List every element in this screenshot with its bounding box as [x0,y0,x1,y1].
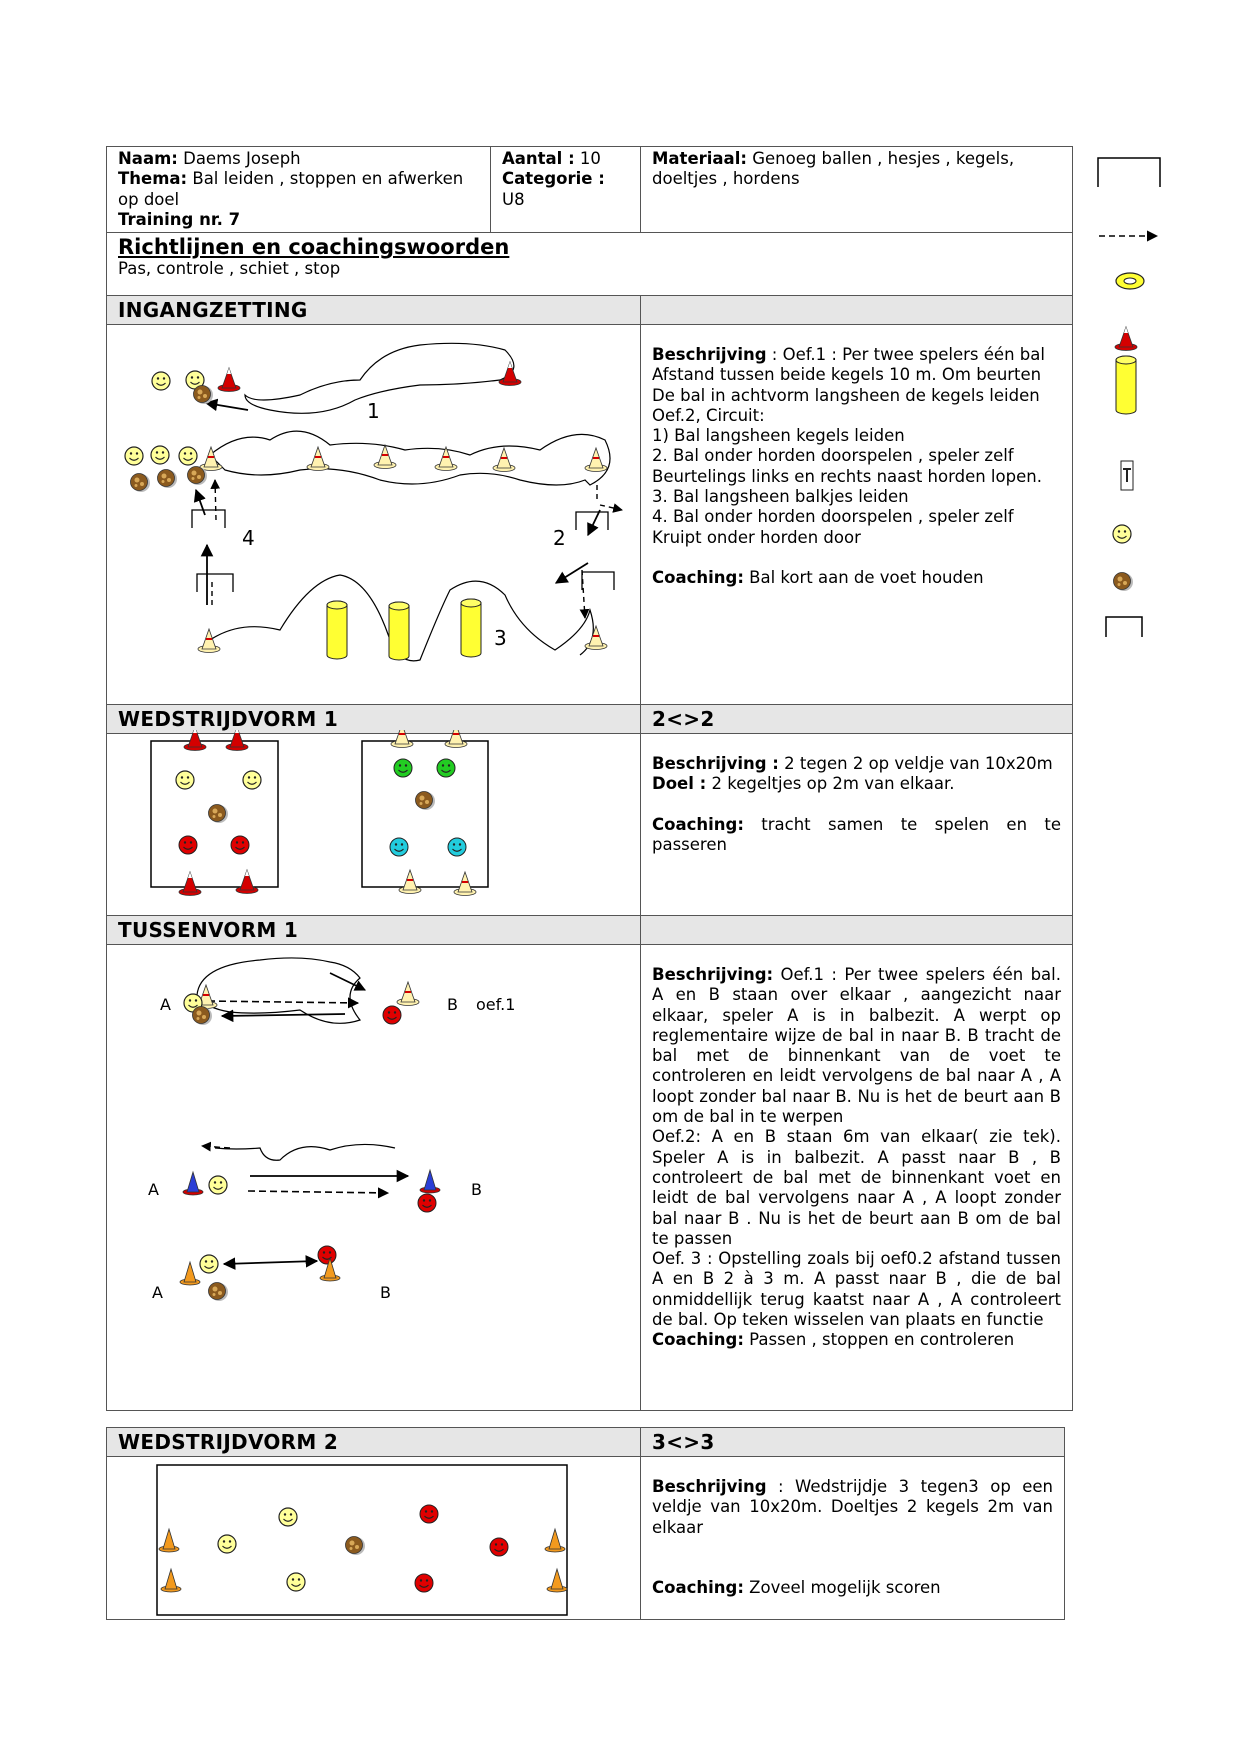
header-table [106,146,1073,299]
player-b-label: B [447,995,458,1014]
player-icon [490,1538,508,1556]
header-aantal-cell: Aantal : 10 Categorie : U8 [491,147,641,233]
player-icon [125,447,143,465]
ball-icon [1114,573,1134,592]
guidelines-text: Pas, controle , schiet , stop [118,259,341,279]
guidelines-title: Richtlijnen en coachingswoorden [118,235,510,260]
player-b-label: B [380,1283,391,1302]
pylon-icon [1121,461,1133,490]
ball-icon [209,1283,229,1302]
naam-value: Daems Joseph [177,149,301,168]
thema-value: Bal leiden , stoppen en afwerken op doel [118,169,464,209]
guidelines-cell [107,233,1073,299]
cone-icon [454,872,476,896]
ball-icon [131,474,151,493]
player-icon [176,771,194,789]
arrow [330,973,365,990]
pole-icon [1116,356,1136,414]
cone-icon [218,368,240,392]
cone-icon [180,1262,200,1285]
wedstrijdvorm1-title: WEDSTRIJDVORM 1 [107,705,641,734]
cone-icon [397,982,419,1006]
route-label: 4 [242,526,255,550]
circuit-path [210,431,610,485]
cone-icon [420,1170,440,1193]
exercise-label: oef.1 [476,995,516,1014]
player-icon [1113,525,1131,543]
ingangzetting-desc: Beschrijving : Oef.1 : Per twee spelers één bal Afstand tussen beide kegels 10 m. Om beurten De bal in achtvorm langsheen de kegels leiden Oef.2, Circuit: 1) Bal langsheen kegels leiden 2. Bal onder horden doorspelen , speler zelf Beurtelings links en rechts naast horden lopen. 3. Bal langsheen balkjes leiden 4. Bal onder horden doorspelen , speler zelf Kruipt onder horden door Coaching: Bal kort aan de voet houden [652,345,1045,588]
header-materiaal-cell: Materiaal: Genoeg ballen , hesjes , kegels, doeltjes , hordens [641,147,1073,233]
route-path [215,1144,395,1160]
header-name-cell: Naam: Daems Joseph Thema: Bal leiden , stoppen en afwerken op doel Training nr. 7 [107,147,491,233]
cone-icon [374,445,396,469]
player-icon [218,1535,236,1553]
cone-icon [183,1172,203,1195]
cone-icon [585,626,607,650]
arrow [600,505,622,510]
arrow [222,1014,345,1016]
tussenvorm1-desc: Beschrijving: Oef.1 : Per twee spelers één bal. A en B staan over elkaar , aangezicht naar elkaar, speler A is in balbezit. A werpt op reglementaire wijze de bal in naar B. B tracht de bal met de binnenkant van de voet te controleren en leidt vervolgens de bal naar A , A loopt zonder bal naar B. Nu is het de beurt aan B om de bal in te werpen Oef.2: A en B staan 6m van elkaar( zie tek). Speler A is in balbezit. A passt naar B , B controleert de bal met de binnenkant voet en leidt de bal vervolgens naar A , A loopt zonder bal naar B . Nu is het de beurt aan B om de bal te passen Oef. 3 : Opstelling zoals bij oef0.2 afstand tussen A en B 2 à 3 m. A passt naar B , die de bal onmiddellijk terug kaatst naar A , A controleert de bal. Op teken wisselen van plaats en functie Coaching: Passen , stoppen en controleren [652,965,1061,1350]
training-number: Training nr. 7 [118,209,241,229]
hurdle-icon [582,572,614,590]
player-icon [390,838,408,856]
player-b-label: B [471,1180,482,1199]
player-icon [151,446,169,464]
cone-icon [391,730,413,748]
arrow [588,510,600,535]
player-icon [200,1255,218,1273]
arrow [248,1191,388,1193]
route-label: 3 [494,626,507,650]
player-icon [179,447,197,465]
ball-icon [193,1007,213,1026]
player-icon [318,1246,336,1264]
goal-icon [1098,158,1160,187]
player-a-label: A [152,1283,163,1302]
ball-icon [416,792,436,811]
route-label: 1 [367,399,380,423]
ball-icon [209,805,229,824]
player-icon [418,1194,436,1212]
player-icon [287,1573,305,1591]
arrow [206,403,248,410]
player-icon [231,836,249,854]
hurdle-icon [1106,617,1142,637]
ingangzetting-diagram [107,322,639,700]
cone-icon [445,730,467,748]
legend [1080,140,1170,660]
player-icon [209,1176,227,1194]
tussenvorm1-diagram [107,938,639,1403]
pole-icon [389,602,409,660]
player-icon [383,1006,401,1024]
player-a-label: A [148,1180,159,1199]
ring-icon [1116,273,1144,289]
player-a-label: A [160,995,171,1014]
wedstrijdvorm2-desc-cell [641,1457,1065,1620]
cone-icon [200,447,222,471]
cone-icon [585,448,607,472]
pole-icon [461,599,481,657]
wedstrijdvorm2-right-title: 3<>3 [641,1428,1065,1457]
arrow [224,1261,317,1264]
player-icon [448,838,466,856]
player-icon [243,771,261,789]
wedstrijdvorm1-desc-cell [641,734,1073,916]
tussenvorm1-desc-cell [641,945,1073,1411]
wedstrijdvorm1-diagram [107,730,639,910]
ball-icon [158,470,178,489]
cone-icon [547,1569,567,1592]
route-label: 2 [553,526,566,550]
tussenvorm1-right-title [641,916,1073,945]
categorie-value: U8 [502,189,525,209]
cone-icon [499,362,521,386]
ball-icon [346,1537,366,1556]
cone-icon [493,448,515,472]
player-icon [437,759,455,777]
cone-icon [161,1569,181,1592]
arrow [202,1146,230,1148]
cone-icon [1115,327,1137,351]
ingangzetting-title: INGANGZETTING [107,296,641,325]
wedstrijdvorm2-diagram [107,1456,639,1618]
cone-icon [545,1529,565,1552]
field-right [362,741,488,887]
materiaal-value: Genoeg ballen , hesjes , kegels, doeltjes , hordens [652,149,1015,189]
player-icon [152,372,170,390]
arrow [196,490,205,515]
ingangzetting-desc-cell [641,325,1073,705]
hurdle-icon [197,574,233,592]
pole-icon [327,601,347,659]
wedstrijdvorm1-desc: Beschrijving : 2 tegen 2 op veldje van 10x20m Doel : 2 kegeltjes op 2m van elkaar. Coaching: tracht samen te spelen en te passeren [652,754,1061,855]
wedstrijdvorm2-title: WEDSTRIJDVORM 2 [107,1428,641,1457]
cone-icon [236,870,258,894]
player-icon [179,836,197,854]
wedstrijdvorm1-right-title: 2<>2 [641,705,1073,734]
player-icon [279,1508,297,1526]
player-icon [415,1574,433,1592]
cone-icon [399,870,421,894]
hurdle-icon [192,510,225,528]
ingangzetting-right-title [641,296,1073,325]
tussenvorm1-title: TUSSENVORM 1 [107,916,641,945]
cone-icon [159,1529,179,1552]
arrow [215,480,216,520]
player-icon [420,1505,438,1523]
wedstrijdvorm2-desc: Beschrijving : Wedstrijdje 3 tegen3 op een veldje van 10x20m. Doeltjes 2 kegels 2m van elkaar Coaching: Zoveel mogelijk scoren [652,1477,1053,1598]
player-icon [394,759,412,777]
aantal-value: 10 [574,149,601,168]
cone-icon [198,629,220,653]
arrow [208,1001,358,1003]
cone-icon [179,872,201,896]
ball-icon [194,386,214,405]
cone-icon [307,447,329,471]
